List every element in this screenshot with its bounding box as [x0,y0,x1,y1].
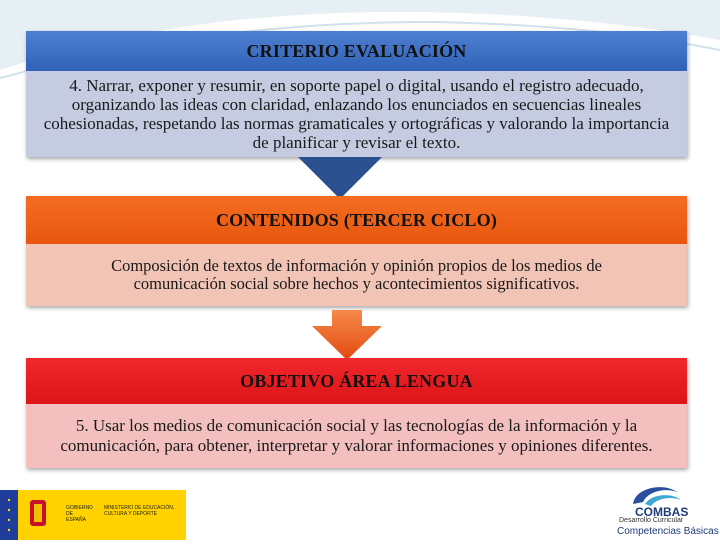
criterio-title: CRITERIO EVALUACIÓN [26,31,687,71]
contenidos-text: Composición de textos de información y opinión propios de los medios de comunicación social sobre hechos y acontecimientos significativos. [26,244,687,306]
contenidos-box [26,196,687,306]
objetivo-title: OBJETIVO ÁREA LENGUA [26,358,687,404]
contenidos-title: CONTENIDOS (TERCER CICLO) [26,196,687,244]
combas-subtitle-1: Desarrollo Curricular [619,517,684,524]
ministerio-label: MINISTERIO DE EDUCACIÓN, CULTURA Y DEPORTE [104,505,175,517]
criterio-text: 4. Narrar, exponer y resumir, en soporte papel o digital, usando el registro adecuado, organizando las ideas con claridad, enlazando los enunciados en secuencias lineales cohesionadas, respetando las normas gramaticales y ortográficas y valorando la importancia de planificar y revisar el texto. [26,71,687,157]
combas-subtitle-2: Competencias Básicas [617,526,719,537]
combas-logo [615,482,720,540]
gobierno-label: GOBIERNO DE ESPAÑA [66,505,93,523]
objetivo-text: 5. Usar los medios de comunicación social y las tecnologías de la información y la comunicación, para obtener, interpretar y valorar informaciones y opiniones diferentes. [26,404,687,468]
criterio-box [26,31,687,157]
objetivo-box [26,358,687,468]
government-logo [0,490,190,545]
combas-name: COMBAS [635,505,689,519]
down-arrow-blue [298,157,382,199]
down-arrow-orange [312,310,382,360]
